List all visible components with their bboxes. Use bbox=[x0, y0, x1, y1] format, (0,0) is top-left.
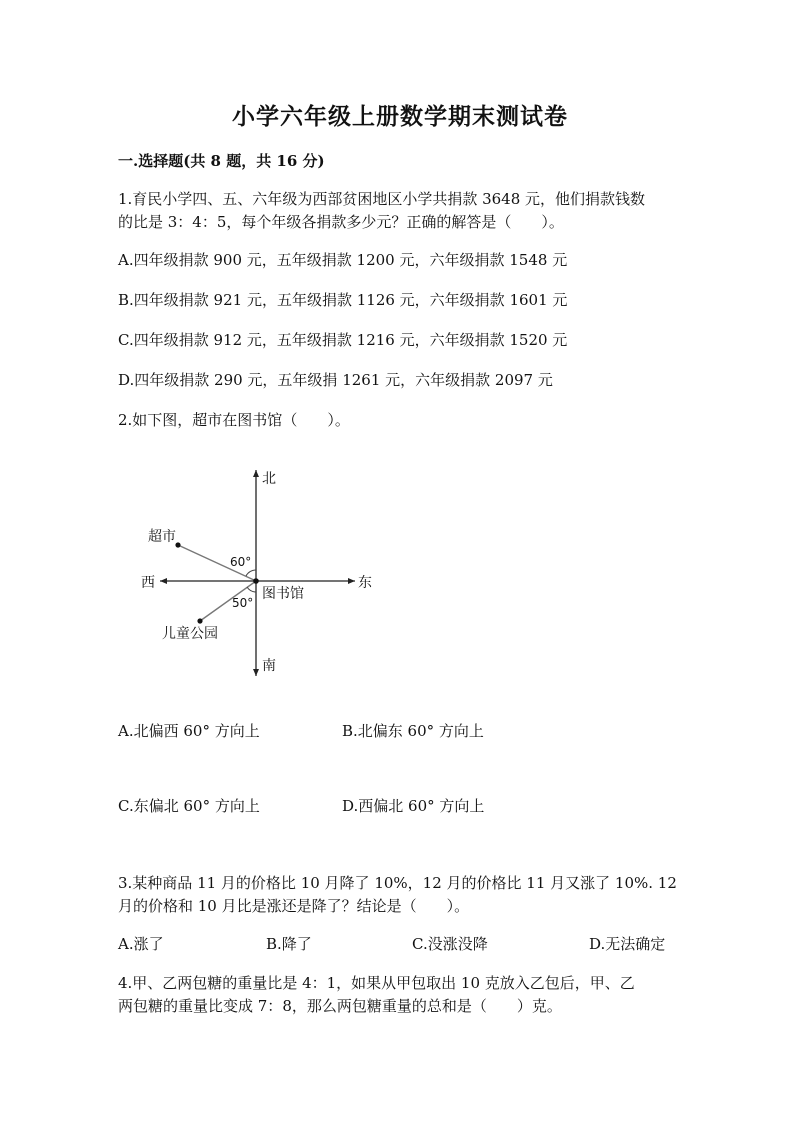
q3-option-b: B.降了 bbox=[266, 935, 312, 953]
angle-arc-top bbox=[246, 570, 256, 576]
q1-option-d: D.四年级捐款 290 元，五年级捐 1261 元，六年级捐款 2097 元 bbox=[118, 371, 553, 389]
q1-option-a: A.四年级捐款 900 元，五年级捐款 1200 元，六年级捐款 1548 元 bbox=[118, 251, 568, 269]
library-dot bbox=[253, 578, 259, 584]
park-label: 儿童公园 bbox=[162, 626, 218, 642]
section-heading: 一.选择题(共 8 题，共 16 分) bbox=[118, 152, 325, 170]
library-label: 图书馆 bbox=[262, 586, 304, 602]
q2-option-c: C.东偏北 60° 方向上 bbox=[118, 797, 260, 815]
q3-option-d: D.无法确定 bbox=[589, 935, 666, 953]
q3-option-a: A.涨了 bbox=[118, 935, 164, 953]
q3-option-c: C.没涨没降 bbox=[412, 935, 488, 953]
q4-stem-line1: 4.甲、乙两包糖的重量比是 4：1，如果从甲包取出 10 克放入乙包后，甲、乙 bbox=[118, 974, 635, 992]
west-label: 西 bbox=[141, 575, 155, 591]
q2-option-d: D.西偏北 60° 方向上 bbox=[342, 797, 485, 815]
q1-option-b: B.四年级捐款 921 元，五年级捐款 1126 元，六年级捐款 1601 元 bbox=[118, 291, 568, 309]
angle-arc-bottom bbox=[247, 587, 256, 592]
supermarket-label: 超市 bbox=[148, 529, 176, 545]
angle-label-top: 60° bbox=[230, 555, 252, 569]
q1-stem-line1: 1.育民小学四、五、六年级为西部贫困地区小学共捐款 3648 元，他们捐款钱数 bbox=[118, 190, 646, 208]
q3-stem-line2: 月的价格和 10 月比是涨还是降了？结论是（ ）。 bbox=[118, 897, 470, 915]
park-dot bbox=[197, 618, 202, 623]
q3-stem-line1: 3.某种商品 11 月的价格比 10 月降了 10%，12 月的价格比 11 月又涨了 10%. 12 bbox=[118, 874, 677, 892]
q2-stem: 2.如下图，超市在图书馆（ ）。 bbox=[118, 411, 350, 429]
q2-option-a: A.北偏西 60° 方向上 bbox=[118, 722, 260, 740]
page-title: 小学六年级上册数学期末测试卷 bbox=[232, 103, 568, 130]
q4-stem-line2: 两包糖的重量比变成 7：8，那么两包糖重量的总和是（ ）克。 bbox=[118, 997, 562, 1015]
south-label: 南 bbox=[262, 658, 276, 674]
north-label: 北 bbox=[262, 471, 276, 487]
angle-label-bottom: 50° bbox=[232, 596, 254, 610]
supermarket-dot bbox=[175, 542, 180, 547]
q2-option-b: B.北偏东 60° 方向上 bbox=[342, 722, 484, 740]
east-label: 东 bbox=[358, 575, 372, 591]
q1-option-c: C.四年级捐款 912 元，五年级捐款 1216 元，六年级捐款 1520 元 bbox=[118, 331, 568, 349]
q1-stem-line2: 的比是 3：4：5，每个年级各捐款多少元？正确的解答是（ ）。 bbox=[118, 213, 564, 231]
